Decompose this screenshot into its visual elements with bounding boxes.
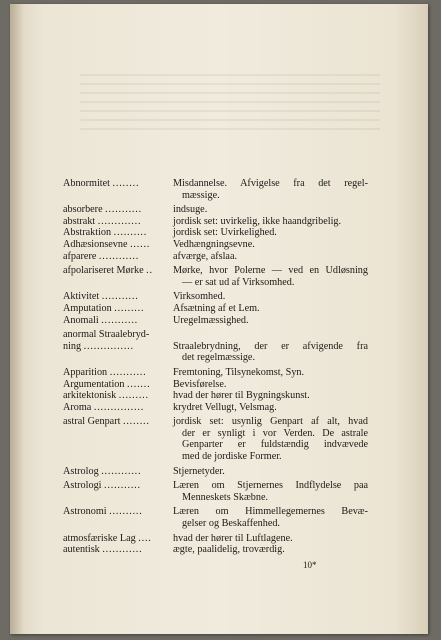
leader-dots: ..........	[109, 506, 143, 518]
definition-line: Bevisførelse.	[173, 378, 227, 390]
leader-dots: ...........	[104, 480, 141, 492]
entry-term	[63, 303, 173, 315]
definition-line: krydret Vellugt, Velsmag.	[173, 401, 277, 413]
term-text: Abnormitet	[63, 178, 110, 189]
entry-definition	[173, 379, 368, 391]
glossary-entry	[63, 227, 368, 239]
definition-line: — er sat ud af Virksomhed.	[182, 276, 295, 288]
term-text: afpolariseret Mørke	[63, 265, 144, 277]
term-text: abstrakt	[63, 215, 96, 227]
term-text: Amputation	[63, 302, 112, 314]
glossary-entry	[63, 303, 368, 315]
definition-line: Læren om Himmellegemernes Bevæ-	[173, 506, 368, 518]
term-text: Aroma	[63, 401, 92, 413]
leader-dots: .............	[97, 215, 142, 227]
glossary-list	[63, 178, 368, 556]
glossary-entry	[63, 329, 368, 341]
glossary-entry	[63, 178, 368, 201]
definition-line: Genparter er fuldstændig indvævede	[182, 439, 368, 451]
show-through-text	[80, 74, 380, 134]
entry-definition	[173, 303, 368, 315]
entry-term	[63, 367, 173, 379]
glossary-entry	[63, 416, 368, 462]
glossary-entry	[63, 239, 368, 251]
definition-line: hvad der hører til Bygningskunst.	[173, 390, 310, 402]
leader-dots: ...........	[101, 314, 139, 326]
entry-definition	[173, 480, 368, 503]
entry-term	[63, 379, 173, 391]
glossary-entry	[63, 216, 368, 228]
entry-definition	[173, 216, 368, 228]
leader-dots: ..........	[113, 227, 148, 239]
entry-term	[63, 178, 173, 190]
definition-line: afværge, afslaa.	[173, 250, 238, 262]
term-text: Aktivitet	[63, 291, 100, 303]
book-page	[10, 4, 428, 634]
term-text: Anomali	[63, 314, 99, 326]
entry-definition	[173, 239, 368, 251]
glossary-entry	[63, 251, 368, 263]
definition-line: Mørke, hvor Polerne — ved en Udløsning	[173, 265, 368, 277]
term-text: autentisk	[63, 544, 100, 556]
entry-term	[63, 390, 173, 402]
entry-definition	[173, 367, 368, 379]
definition-line: mæssige.	[182, 189, 220, 201]
entry-definition	[173, 315, 368, 327]
leader-dots: ...........	[109, 366, 147, 378]
leader-dots: .......	[127, 378, 151, 390]
glossary-entry	[63, 402, 368, 414]
term-text: Argumentation	[63, 378, 125, 390]
glossary-entry	[63, 341, 368, 364]
entry-term	[63, 533, 173, 545]
entry-term	[63, 416, 173, 428]
leader-dots: ........	[122, 416, 150, 428]
glossary-entry	[63, 315, 368, 327]
leader-dots: .........	[114, 302, 145, 314]
glossary-entry	[63, 367, 368, 379]
leader-dots: ............	[102, 544, 143, 556]
definition-line: med de jordiske Former.	[182, 451, 282, 463]
definition-line: jordisk set: uvirkelig, ikke haandgribelig.	[173, 215, 342, 227]
definition-line: Menneskets Skæbne.	[182, 491, 269, 503]
glossary-entry	[63, 265, 368, 288]
glossary-entry	[63, 480, 368, 503]
term-text: Abstraktion	[63, 227, 112, 239]
term-text: Apparition	[63, 366, 108, 378]
leader-dots: ......	[130, 238, 151, 250]
entry-definition	[173, 291, 368, 303]
leader-dots: ....	[138, 532, 152, 544]
definition-line: Fremtoning, Tilsynekomst, Syn.	[173, 366, 305, 378]
term-text: arkitektonisk	[63, 390, 117, 402]
entry-definition	[173, 506, 368, 529]
page-gutter-shadow	[10, 4, 24, 634]
definition-line: Virksomhed.	[173, 291, 226, 303]
definition-line: indsuge.	[173, 204, 208, 216]
definition-line: ægte, paalidelig, troværdig.	[173, 544, 285, 556]
entry-term	[63, 204, 173, 216]
definition-line: hvad der hører til Luftlagene.	[173, 532, 293, 544]
glossary-entry	[63, 533, 368, 545]
term-text: ning	[63, 340, 82, 352]
leader-dots: ...............	[93, 401, 145, 413]
entry-definition	[173, 341, 368, 364]
definition-line: Stjernetyder.	[173, 465, 225, 477]
leader-dots: ........	[112, 178, 140, 189]
entry-definition	[173, 227, 368, 239]
entry-term	[63, 265, 173, 277]
definition-line: Misdannelse. Afvigelse fra det regel-	[173, 178, 368, 189]
definition-line: Afsætning af et Lem.	[173, 302, 260, 314]
term-text: Adhæsionsevne	[63, 238, 128, 250]
definition-line: Uregelmæssighed.	[173, 314, 249, 326]
leader-dots: .........	[118, 390, 149, 402]
glossary-entry	[63, 544, 368, 556]
definition-line: Vedhængningsevne.	[173, 238, 255, 250]
page-number: 10*	[303, 560, 317, 570]
definition-line: der er synligt i vor Verden. De astrale	[182, 427, 368, 439]
entry-term	[63, 315, 173, 327]
entry-term	[63, 251, 173, 263]
term-text: atmosfæriske Lag	[63, 532, 136, 544]
glossary-entry	[63, 506, 368, 529]
leader-dots: ............	[101, 465, 142, 477]
entry-definition	[173, 544, 368, 556]
definition-line: jordisk set: Uvirkelighed.	[173, 227, 277, 239]
glossary-entry	[63, 379, 368, 391]
entry-term	[63, 341, 173, 353]
entry-definition	[173, 265, 368, 288]
term-text: Astronomi	[63, 506, 107, 518]
entry-definition	[173, 416, 368, 462]
leader-dots: ...........	[101, 291, 139, 303]
term-text: absorbere	[63, 204, 103, 216]
glossary-entry	[63, 204, 368, 216]
entry-term	[63, 291, 173, 303]
entry-term	[63, 402, 173, 414]
entry-term	[63, 227, 173, 239]
definition-line: gelser og Beskaffenhed.	[182, 518, 280, 530]
entry-term	[63, 239, 173, 251]
entry-definition	[173, 402, 368, 414]
entry-term	[63, 506, 173, 518]
entry-term	[63, 544, 173, 556]
entry-term	[63, 480, 173, 492]
entry-definition	[173, 204, 368, 216]
entry-definition	[173, 390, 368, 402]
glossary-entry	[63, 466, 368, 478]
glossary-entry	[63, 291, 368, 303]
term-text: afparere	[63, 250, 97, 262]
entry-definition	[173, 178, 368, 201]
entry-term	[63, 216, 173, 228]
term-text: Astrologi	[63, 480, 102, 492]
definition-line: Straalebrydning, der er afvigende fra	[173, 340, 368, 352]
leader-dots: ............	[98, 250, 140, 262]
definition-line: jordisk set: usynlig Genpart af alt, hvad	[173, 416, 368, 428]
entry-term	[63, 329, 173, 341]
term-text: astral Genpart	[63, 416, 121, 428]
leader-dots: ..	[146, 265, 153, 277]
entry-definition	[173, 533, 368, 545]
leader-dots: ...............	[83, 340, 134, 352]
definition-line: Læren om Stjernernes Indflydelse paa	[173, 480, 368, 492]
entry-definition	[173, 466, 368, 478]
term-text: Astrolog	[63, 465, 99, 477]
term-text: anormal Straalebryd-	[63, 329, 150, 341]
entry-term	[63, 466, 173, 478]
entry-definition	[173, 251, 368, 263]
definition-line: det regelmæssige.	[182, 352, 255, 364]
glossary-entry	[63, 390, 368, 402]
leader-dots: ...........	[105, 204, 142, 216]
